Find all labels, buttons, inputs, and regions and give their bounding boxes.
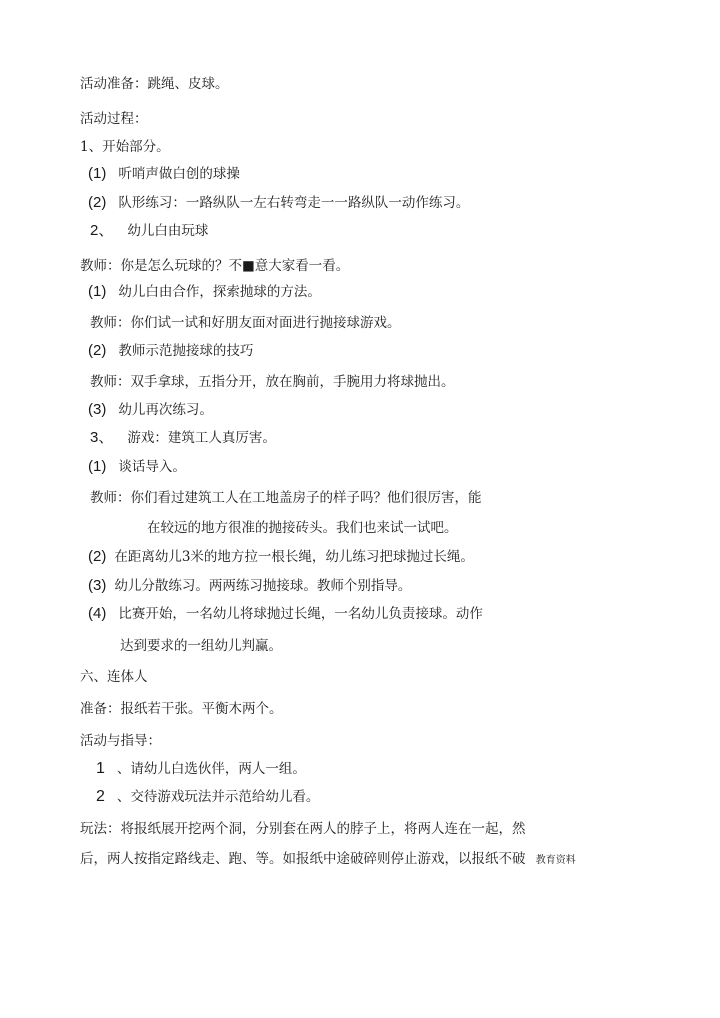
item-number: (3) xyxy=(88,577,107,594)
item-number: 2、 xyxy=(90,222,114,239)
item-number: 1 xyxy=(96,760,105,777)
list-item xyxy=(88,283,321,301)
item-text: 幼儿白由玩球 xyxy=(127,223,209,239)
text-line: 达到要求的一组幼儿判赢。 xyxy=(120,638,282,654)
list-item xyxy=(90,429,276,447)
text-line: 活动过程： xyxy=(80,111,148,127)
item-text: 幼儿再次练习。 xyxy=(118,402,213,418)
item-text: 听哨声做白创的球操 xyxy=(118,166,240,182)
item-text: 谈话导入。 xyxy=(118,459,186,475)
list-item xyxy=(88,194,469,212)
item-text: 在距离幼儿3米的地方拉一根长绳，幼儿练习把球抛过长绳。 xyxy=(114,549,474,565)
item-number: (1) xyxy=(88,283,107,300)
item-number: 3、 xyxy=(90,429,114,446)
paragraph-text: 后，两人按指定路线走、跑、等。如报纸中途破碎则停止游戏，以报纸不破 xyxy=(80,851,526,867)
item-number: (2) xyxy=(88,548,107,565)
list-item xyxy=(88,401,213,419)
list-item xyxy=(96,788,319,806)
item-number: (4) xyxy=(88,605,107,622)
item-text: 游戏：建筑工人真厉害。 xyxy=(127,430,276,446)
text-line: 教师：你是怎么玩球的？不■意大家看一看。 xyxy=(80,258,350,274)
item-number: (1) xyxy=(88,458,107,475)
text-line: 1、开始部分。 xyxy=(80,139,170,155)
text-line: 教师：双手拿球，五指分开，放在胸前，手腕用力将球抛出。 xyxy=(90,374,455,390)
item-text: 队形练习：一路纵队一左右转弯走一一路纵队一动作练习。 xyxy=(118,195,470,211)
list-item xyxy=(96,760,306,778)
item-text: 、请幼儿白选伙伴，两人一组。 xyxy=(116,761,306,777)
section-heading: 六、连体人 xyxy=(80,669,148,685)
text-line xyxy=(80,850,576,870)
text-line: 准备：报纸若干张。平衡木两个。 xyxy=(80,701,283,717)
text-line: 在较远的地方很准的抛接砖头。我们也来试一试吧。 xyxy=(147,520,458,536)
text-line: 玩法：将报纸展开挖两个洞，分别套在两人的脖子上，将两人连在一起，然 xyxy=(80,821,526,837)
item-number: (2) xyxy=(88,194,107,211)
list-item xyxy=(88,458,186,476)
footer-note: 教育资料 xyxy=(535,855,576,866)
item-text: 幼儿白由合作，探索抛球的方法。 xyxy=(118,284,321,300)
item-text: 比赛开始，一名幼儿将球抛过长绳，一名幼儿负责接球。动作 xyxy=(118,606,483,622)
item-number: (2) xyxy=(88,342,107,359)
text-line: 教师：你们试一试和好朋友面对面进行抛接球游戏。 xyxy=(90,315,401,331)
item-text: 教师示范抛接球的技巧 xyxy=(118,343,254,359)
item-number: (1) xyxy=(88,165,107,182)
item-text: 幼儿分散练习。两两练习抛接球。教师个别指导。 xyxy=(114,578,412,594)
item-number: (3) xyxy=(88,401,107,418)
list-item xyxy=(88,342,253,360)
text-line: 活动与指导： xyxy=(80,733,161,749)
list-item xyxy=(88,605,483,623)
list-item xyxy=(88,165,240,183)
item-number: 2 xyxy=(96,788,105,805)
list-item xyxy=(90,222,208,240)
list-item xyxy=(88,548,474,566)
list-item xyxy=(88,577,411,595)
text-line: 教师：你们看过建筑工人在工地盖房子的样子吗？他们很厉害，能 xyxy=(90,490,482,506)
text-line: 活动准备：跳绳、皮球。 xyxy=(80,76,229,92)
item-text: 、交待游戏玩法并示范给幼儿看。 xyxy=(116,789,320,805)
